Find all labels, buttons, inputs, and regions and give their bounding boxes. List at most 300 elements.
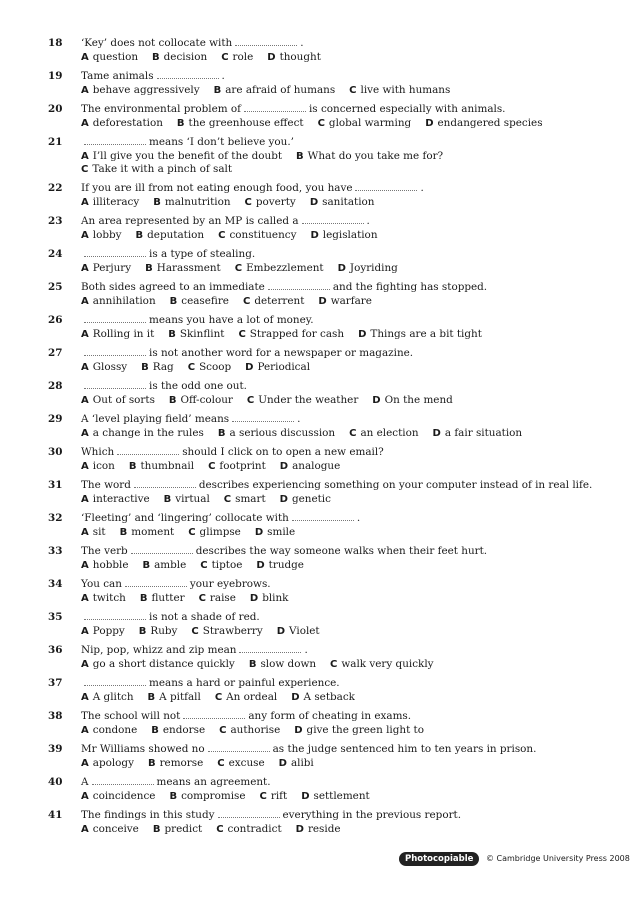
option-letter: C	[244, 197, 252, 208]
option-letter: A	[81, 758, 89, 769]
question-stem	[81, 248, 255, 261]
option-letter: B	[119, 527, 128, 538]
question-number: 26	[48, 314, 63, 326]
option-letter: A	[81, 560, 89, 571]
option-text: constituency	[229, 229, 297, 241]
option-text: remorse	[159, 757, 204, 769]
options-line	[81, 823, 355, 836]
question-stem	[81, 446, 384, 459]
answer-option	[191, 625, 262, 637]
stem-text-after: is a type of stealing.	[149, 248, 256, 260]
option-text: What do you take me for?	[307, 150, 444, 162]
question-stem	[81, 314, 314, 327]
answer-option	[148, 691, 201, 703]
answer-option	[81, 51, 138, 63]
question-number: 22	[48, 182, 63, 194]
option-letter: D	[278, 758, 287, 769]
answer-option	[170, 295, 229, 307]
option-letter: C	[217, 758, 225, 769]
option-letter: A	[81, 118, 89, 129]
option-letter: B	[139, 593, 148, 604]
stem-text-before: The findings in this study	[81, 809, 215, 821]
question-number: 18	[48, 37, 63, 49]
option-text: Things are a bit tight	[370, 328, 482, 340]
stem-text-before: Mr Williams showed no	[81, 743, 205, 755]
option-text: contradict	[227, 823, 282, 835]
option-text: Off-colour	[180, 394, 233, 406]
question-item	[0, 248, 638, 281]
option-letter: D	[337, 263, 346, 274]
option-text: deputation	[147, 229, 205, 241]
stem-text-after: .	[304, 644, 308, 656]
options-line	[81, 84, 464, 97]
option-text: Joyriding	[349, 262, 398, 274]
question-stem	[81, 479, 592, 492]
question-item	[0, 644, 638, 677]
option-letter: B	[147, 692, 156, 703]
answer-option	[249, 658, 316, 670]
options-line	[81, 150, 457, 163]
option-letter: B	[168, 395, 177, 406]
option-text: an election	[360, 427, 419, 439]
answer-option	[218, 229, 296, 241]
stem-text-before: The environmental problem of	[81, 103, 241, 115]
answer-blank	[84, 347, 146, 356]
question-number: 35	[48, 611, 63, 623]
stem-text-after: any form of cheating in exams.	[248, 710, 412, 722]
option-text: Embezzlement	[246, 262, 324, 274]
stem-text-before: A ‘level playing field’ means	[81, 413, 230, 425]
page-footer	[399, 852, 630, 866]
answer-option	[140, 592, 185, 604]
option-letter: D	[291, 692, 300, 703]
option-letter: A	[81, 85, 89, 96]
question-number: 29	[48, 413, 63, 425]
stem-text-after: your eyebrows.	[189, 578, 271, 590]
option-text: trudge	[268, 559, 304, 571]
options-line	[81, 117, 557, 130]
option-letter: A	[81, 527, 89, 538]
option-text: coincidence	[92, 790, 156, 802]
answer-option	[81, 150, 282, 162]
question-number: 32	[48, 512, 63, 524]
options-line	[81, 625, 334, 638]
option-text: malnutrition	[164, 196, 231, 208]
option-text: give the green light to	[306, 724, 424, 736]
option-text: hobble	[92, 559, 129, 571]
option-text: icon	[92, 460, 115, 472]
stem-text-after: .	[297, 413, 301, 425]
stem-text-after: means an agreement.	[156, 776, 271, 788]
option-letter: A	[81, 329, 89, 340]
option-letter: C	[219, 725, 227, 736]
answer-option	[81, 625, 125, 637]
answer-option	[330, 658, 434, 670]
answer-option	[164, 493, 210, 505]
option-letter: C	[234, 263, 243, 274]
option-letter: A	[81, 824, 89, 835]
answer-option	[245, 361, 310, 373]
question-number: 20	[48, 103, 63, 115]
option-text: thumbnail	[140, 460, 195, 472]
question-stem	[81, 710, 411, 723]
option-letter: A	[81, 395, 89, 406]
answer-blank	[183, 710, 245, 719]
option-letter: A	[81, 263, 89, 274]
answer-option	[142, 559, 186, 571]
answer-option	[247, 394, 358, 406]
option-letter: C	[81, 164, 89, 175]
answer-option	[216, 823, 281, 835]
option-letter: D	[425, 118, 434, 129]
option-text: live with humans	[360, 84, 451, 96]
option-letter: A	[81, 659, 89, 670]
option-letter: B	[213, 85, 222, 96]
answer-option	[81, 361, 127, 373]
question-stem	[81, 644, 308, 657]
answer-option	[291, 691, 355, 703]
option-text: are afraid of humans	[225, 84, 336, 96]
option-text: Ruby	[150, 625, 178, 637]
option-text: a change in the rules	[92, 427, 204, 439]
option-text: Violet	[289, 625, 320, 637]
answer-option	[279, 757, 314, 769]
answer-option	[81, 394, 155, 406]
option-letter: B	[169, 791, 178, 802]
question-item	[0, 136, 638, 182]
option-letter: B	[163, 494, 172, 505]
question-item	[0, 776, 638, 809]
option-text: deforestation	[92, 117, 163, 129]
question-item	[0, 215, 638, 248]
answer-option	[81, 823, 139, 835]
question-stem	[81, 136, 294, 149]
question-item	[0, 281, 638, 314]
option-letter: B	[152, 52, 160, 63]
question-item	[0, 545, 638, 578]
option-text: behave aggressively	[92, 84, 200, 96]
option-letter: D	[372, 395, 381, 406]
stem-text-after: and the fighting has stopped.	[332, 281, 488, 293]
option-letter: A	[81, 362, 89, 373]
question-item	[0, 314, 638, 347]
option-text: amble	[154, 559, 187, 571]
answer-blank	[84, 611, 146, 620]
answer-option	[81, 328, 154, 340]
option-letter: C	[259, 791, 267, 802]
stem-text-after: .	[420, 182, 424, 194]
answer-option	[81, 229, 122, 241]
stem-text-after: is not a shade of red.	[149, 611, 260, 623]
answer-option	[338, 262, 398, 274]
answer-option	[188, 526, 241, 538]
question-stem	[81, 512, 360, 525]
option-letter: D	[310, 230, 319, 241]
photocopiable-badge: Photocopiable	[399, 852, 479, 866]
option-text: alibi	[290, 757, 314, 769]
options-line	[81, 460, 354, 473]
option-text: go a short distance quickly	[92, 658, 235, 670]
answer-option	[245, 196, 296, 208]
option-text: A setback	[303, 691, 355, 703]
option-text: Strawberry	[202, 625, 263, 637]
option-letter: A	[81, 725, 89, 736]
option-text: sanitation	[322, 196, 375, 208]
answer-option	[141, 361, 174, 373]
option-text: illiteracy	[92, 196, 140, 208]
option-text: glimpse	[199, 526, 241, 538]
answer-blank	[131, 545, 193, 554]
option-letter: C	[238, 329, 246, 340]
answer-blank	[268, 281, 330, 290]
option-letter: C	[349, 428, 357, 439]
answer-blank	[117, 446, 179, 455]
answer-option	[136, 229, 205, 241]
answer-blank	[157, 70, 219, 79]
answer-option	[200, 559, 242, 571]
option-letter: A	[81, 197, 89, 208]
stem-text-after: .	[366, 215, 370, 227]
answer-option	[318, 117, 412, 129]
option-letter: A	[81, 791, 89, 802]
options-line	[81, 724, 438, 737]
question-item	[0, 809, 638, 842]
stem-text-after: is concerned especially with animals.	[308, 103, 506, 115]
answer-option	[81, 526, 106, 538]
option-letter: A	[81, 494, 89, 505]
answer-blank	[355, 182, 417, 191]
answer-option	[256, 559, 304, 571]
option-text: analogue	[292, 460, 341, 472]
stem-text-after: should I click on to open a new email?	[182, 446, 384, 458]
options-line	[81, 196, 388, 209]
option-letter: D	[301, 791, 310, 802]
stem-text-after: is the odd one out.	[149, 380, 247, 392]
answer-option	[221, 51, 253, 63]
option-text: settlement	[313, 790, 370, 802]
question-stem	[81, 809, 461, 822]
option-text: Take it with a pinch of salt	[92, 163, 233, 175]
question-item	[0, 479, 638, 512]
question-number: 21	[48, 136, 63, 148]
option-letter: C	[214, 692, 223, 703]
option-text: lobby	[92, 229, 122, 241]
answer-blank	[134, 479, 196, 488]
answer-blank	[218, 809, 280, 818]
answer-option	[139, 625, 178, 637]
option-letter: A	[81, 692, 89, 703]
question-list	[0, 37, 638, 842]
answer-option	[81, 262, 131, 274]
option-text: thought	[279, 51, 321, 63]
answer-option	[199, 592, 236, 604]
option-text: smart	[235, 493, 266, 505]
option-text: question	[92, 51, 139, 63]
option-text: blink	[262, 592, 289, 604]
option-letter: D	[254, 527, 264, 538]
stem-text-before: Both sides agreed to an immediate	[81, 281, 265, 293]
answer-option	[224, 493, 266, 505]
question-item	[0, 37, 638, 70]
question-item	[0, 103, 638, 136]
options-line	[81, 394, 467, 407]
option-letter: C	[221, 52, 229, 63]
option-text: An ordeal	[226, 691, 278, 703]
option-letter: B	[141, 362, 149, 373]
answer-option	[153, 823, 202, 835]
option-letter: D	[279, 461, 289, 472]
option-letter: B	[128, 461, 137, 472]
answer-option	[425, 117, 542, 129]
option-text: flutter	[151, 592, 185, 604]
option-text: a serious discussion	[229, 427, 336, 439]
question-number: 40	[48, 776, 63, 788]
stem-text-before: The verb	[81, 545, 128, 557]
question-stem	[81, 611, 260, 624]
option-text: A glitch	[92, 691, 134, 703]
option-letter: C	[218, 230, 226, 241]
answer-option	[217, 757, 264, 769]
question-item	[0, 743, 638, 776]
answer-option	[255, 526, 295, 538]
answer-option	[169, 790, 245, 802]
answer-option	[81, 493, 150, 505]
option-text: sit	[92, 526, 106, 538]
option-text: deterrent	[254, 295, 305, 307]
answer-option	[81, 691, 134, 703]
option-text: apology	[92, 757, 134, 769]
option-letter: C	[242, 296, 251, 307]
option-letter: B	[296, 151, 304, 162]
option-text: Rag	[152, 361, 174, 373]
option-text: Rolling in it	[92, 328, 155, 340]
option-text: Skinflint	[179, 328, 225, 340]
option-letter: C	[223, 494, 232, 505]
options-line	[81, 361, 324, 374]
answer-option	[296, 150, 443, 162]
options-line	[81, 790, 384, 803]
options-line	[81, 757, 328, 770]
option-letter: D	[295, 824, 304, 835]
answer-option	[372, 394, 453, 406]
question-item	[0, 347, 638, 380]
answer-blank	[302, 215, 364, 224]
question-number: 23	[48, 215, 63, 227]
answer-option	[433, 427, 523, 439]
question-stem	[81, 347, 413, 360]
option-text: the greenhouse effect	[188, 117, 304, 129]
option-letter: B	[138, 626, 147, 637]
question-item	[0, 446, 638, 479]
stem-text-after: means ‘I don’t believe you.’	[149, 136, 294, 148]
stem-text-before: If you are ill from not eating enough food, you have	[81, 182, 353, 194]
question-item	[0, 182, 638, 215]
option-text: Under the weather	[258, 394, 359, 406]
option-text: warfare	[330, 295, 372, 307]
options-line	[81, 559, 318, 572]
option-text: authorise	[230, 724, 281, 736]
answer-option	[81, 790, 155, 802]
option-text: moment	[131, 526, 175, 538]
option-text: Glossy	[92, 361, 128, 373]
stem-text-after: everything in the previous report.	[282, 809, 462, 821]
answer-option	[294, 724, 424, 736]
option-letter: C	[208, 461, 216, 472]
option-text: poverty	[255, 196, 296, 208]
options-line	[81, 229, 392, 242]
option-text: interactive	[92, 493, 150, 505]
option-letter: A	[81, 52, 89, 63]
answer-option	[296, 823, 341, 835]
stem-text-after: .	[356, 512, 361, 524]
option-letter: B	[142, 560, 151, 571]
question-number: 38	[48, 710, 63, 722]
options-line	[81, 592, 302, 605]
answer-option	[277, 625, 320, 637]
option-text: conceive	[92, 823, 139, 835]
option-text: excuse	[228, 757, 265, 769]
stem-text-before: A	[81, 776, 89, 788]
options-line	[81, 163, 246, 176]
answer-blank	[292, 512, 354, 521]
question-item	[0, 380, 638, 413]
option-text: legislation	[322, 229, 378, 241]
option-letter: B	[217, 428, 226, 439]
stem-text-before: Nip, pop, whizz and zip mean	[81, 644, 237, 656]
option-letter: C	[216, 824, 224, 835]
answer-option	[349, 427, 418, 439]
answer-option	[120, 526, 175, 538]
options-line	[81, 427, 536, 440]
question-number: 34	[48, 578, 63, 590]
answer-blank	[125, 578, 187, 587]
stem-text-after: as the judge sentenced him to ten years in prison.	[272, 743, 537, 755]
answer-blank	[92, 776, 154, 785]
option-letter: D	[256, 560, 265, 571]
option-letter: C	[188, 527, 196, 538]
option-letter: C	[330, 659, 338, 670]
question-stem	[81, 677, 340, 690]
answer-option	[81, 658, 235, 670]
option-letter: D	[276, 626, 286, 637]
option-letter: B	[176, 118, 185, 129]
answer-option	[151, 724, 205, 736]
question-number: 19	[48, 70, 63, 82]
answer-option	[280, 493, 331, 505]
option-letter: D	[267, 52, 276, 63]
option-letter: C	[187, 362, 196, 373]
options-line	[81, 658, 448, 671]
option-text: predict	[164, 823, 203, 835]
option-text: Scoop	[199, 361, 232, 373]
option-letter: B	[147, 758, 156, 769]
answer-blank	[244, 103, 306, 112]
option-text: virtual	[175, 493, 210, 505]
answer-option	[81, 295, 156, 307]
question-number: 25	[48, 281, 63, 293]
option-letter: B	[145, 263, 153, 274]
option-text: A pitfall	[159, 691, 201, 703]
answer-option	[188, 361, 231, 373]
question-stem	[81, 182, 424, 195]
option-letter: D	[309, 197, 319, 208]
question-number: 31	[48, 479, 63, 491]
answer-option	[280, 460, 340, 472]
option-text: twitch	[92, 592, 126, 604]
option-letter: A	[81, 593, 89, 604]
option-letter: A	[81, 296, 89, 307]
option-letter: D	[432, 428, 441, 439]
